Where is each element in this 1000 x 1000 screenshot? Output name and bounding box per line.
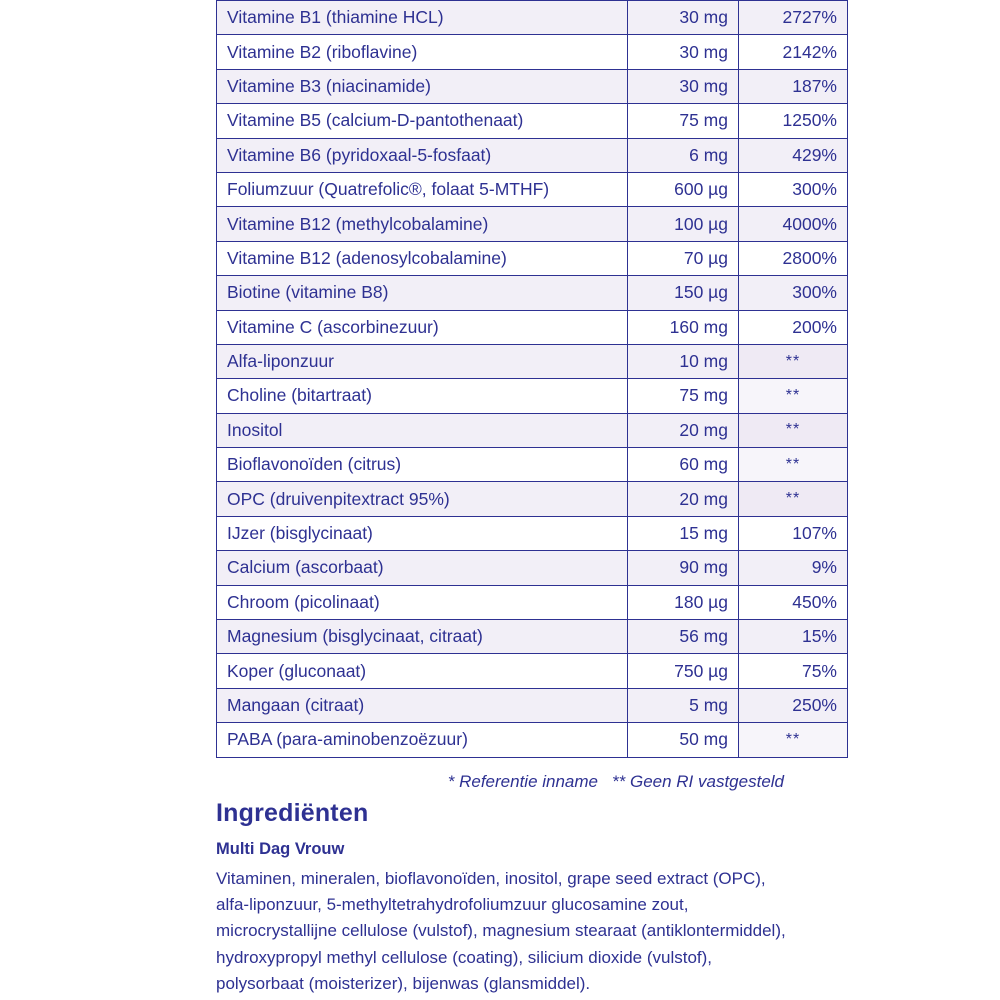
nutrient-ri: **	[739, 413, 848, 447]
nutrient-name: Choline (bitartraat)	[217, 379, 628, 413]
nutrient-name: Bioflavonoïden (citrus)	[217, 448, 628, 482]
nutrient-ri: **	[739, 448, 848, 482]
nutrient-amount: 75 mg	[628, 379, 739, 413]
nutrient-ri: **	[739, 482, 848, 516]
ingredients-text: Vitaminen, mineralen, bioflavonoïden, inositol, grape seed extract (OPC), alfa-liponzuur, 5-methyltetrahydrofoliumzuur glucosamine zout, microcrystallijne cellulose (vulstof), magnesium stearaat (antiklontermiddel), hydroxypropyl methyl cellulose (coating), silicium dioxide (vulstof), polysorbaat (moisterizer), bijenwas (glansmiddel).	[216, 869, 786, 993]
table-row	[217, 413, 848, 447]
table-row	[217, 104, 848, 138]
nutrient-amount: 75 mg	[628, 104, 739, 138]
nutrient-ri: 4000%	[739, 207, 848, 241]
nutrient-ri: 75%	[739, 654, 848, 688]
table-row	[217, 551, 848, 585]
nutrient-ri: 107%	[739, 516, 848, 550]
nutrition-table-body	[217, 1, 848, 758]
table-row	[217, 138, 848, 172]
nutrient-amount: 15 mg	[628, 516, 739, 550]
table-row	[217, 310, 848, 344]
nutrient-ri: 187%	[739, 69, 848, 103]
nutrient-amount: 70 µg	[628, 241, 739, 275]
table-row	[217, 482, 848, 516]
table-row	[217, 172, 848, 206]
nutrient-amount: 56 mg	[628, 620, 739, 654]
nutrient-name: Biotine (vitamine B8)	[217, 276, 628, 310]
nutrient-name: Calcium (ascorbaat)	[217, 551, 628, 585]
table-row	[217, 207, 848, 241]
table-row	[217, 69, 848, 103]
nutrient-name: Koper (gluconaat)	[217, 654, 628, 688]
nutrient-amount: 30 mg	[628, 35, 739, 69]
nutrient-name: Inositol	[217, 413, 628, 447]
nutrient-amount: 30 mg	[628, 1, 739, 35]
nutrient-amount: 30 mg	[628, 69, 739, 103]
nutrient-amount: 150 µg	[628, 276, 739, 310]
table-row	[217, 379, 848, 413]
nutrient-amount: 10 mg	[628, 344, 739, 378]
nutrient-name: OPC (druivenpitextract 95%)	[217, 482, 628, 516]
nutrient-amount: 20 mg	[628, 413, 739, 447]
table-row	[217, 620, 848, 654]
table-footnotes	[216, 772, 784, 792]
nutrient-ri: 2800%	[739, 241, 848, 275]
table-row	[217, 516, 848, 550]
nutrient-amount: 100 µg	[628, 207, 739, 241]
table-row	[217, 448, 848, 482]
nutrient-name: Vitamine B12 (adenosylcobalamine)	[217, 241, 628, 275]
ingredients-heading: Ingrediënten	[216, 799, 369, 827]
nutrient-name: Magnesium (bisglycinaat, citraat)	[217, 620, 628, 654]
nutrient-ri: 300%	[739, 276, 848, 310]
nutrient-amount: 180 µg	[628, 585, 739, 619]
nutrient-amount: 5 mg	[628, 688, 739, 722]
nutrient-ri: 2142%	[739, 35, 848, 69]
nutrient-name: Foliumzuur (Quatrefolic®, folaat 5-MTHF)	[217, 172, 628, 206]
table-row	[217, 723, 848, 757]
nutrient-name: Mangaan (citraat)	[217, 688, 628, 722]
nutrition-table-container	[216, 0, 837, 758]
nutrient-ri: 429%	[739, 138, 848, 172]
nutrient-amount: 90 mg	[628, 551, 739, 585]
nutrient-name: Vitamine B3 (niacinamide)	[217, 69, 628, 103]
footnote-stars: ** Geen RI vastgesteld	[612, 772, 784, 791]
nutrient-amount: 600 µg	[628, 172, 739, 206]
nutrient-ri: **	[739, 344, 848, 378]
table-row	[217, 344, 848, 378]
nutrient-name: Vitamine B1 (thiamine HCL)	[217, 1, 628, 35]
nutrient-amount: 20 mg	[628, 482, 739, 516]
nutrient-ri: **	[739, 723, 848, 757]
nutrient-ri: 2727%	[739, 1, 848, 35]
table-row	[217, 35, 848, 69]
nutrient-name: Vitamine B12 (methylcobalamine)	[217, 207, 628, 241]
nutrient-ri: 15%	[739, 620, 848, 654]
nutrition-table	[216, 0, 848, 758]
nutrient-ri: 250%	[739, 688, 848, 722]
nutrient-ri: **	[739, 379, 848, 413]
nutrient-amount: 60 mg	[628, 448, 739, 482]
nutrient-amount: 6 mg	[628, 138, 739, 172]
nutrient-name: Vitamine B5 (calcium-D-pantothenaat)	[217, 104, 628, 138]
table-row	[217, 654, 848, 688]
nutrient-ri: 9%	[739, 551, 848, 585]
nutrient-ri: 1250%	[739, 104, 848, 138]
table-row	[217, 585, 848, 619]
nutrient-amount: 160 mg	[628, 310, 739, 344]
nutrient-name: Chroom (picolinaat)	[217, 585, 628, 619]
nutrient-name: PABA (para-aminobenzoëzuur)	[217, 723, 628, 757]
nutrient-name: Vitamine B6 (pyridoxaal-5-fosfaat)	[217, 138, 628, 172]
nutrient-name: IJzer (bisglycinaat)	[217, 516, 628, 550]
nutrient-ri: 450%	[739, 585, 848, 619]
nutrient-ri: 200%	[739, 310, 848, 344]
nutrient-ri: 300%	[739, 172, 848, 206]
nutrient-amount: 750 µg	[628, 654, 739, 688]
ingredients-product-name: Multi Dag Vrouw	[216, 840, 345, 858]
table-row	[217, 1, 848, 35]
nutrient-name: Vitamine B2 (riboflavine)	[217, 35, 628, 69]
table-row	[217, 241, 848, 275]
footnote-ri: * Referentie inname	[447, 772, 599, 791]
nutrient-name: Vitamine C (ascorbinezuur)	[217, 310, 628, 344]
table-row	[217, 276, 848, 310]
nutrient-amount: 50 mg	[628, 723, 739, 757]
table-row	[217, 688, 848, 722]
nutrient-name: Alfa-liponzuur	[217, 344, 628, 378]
